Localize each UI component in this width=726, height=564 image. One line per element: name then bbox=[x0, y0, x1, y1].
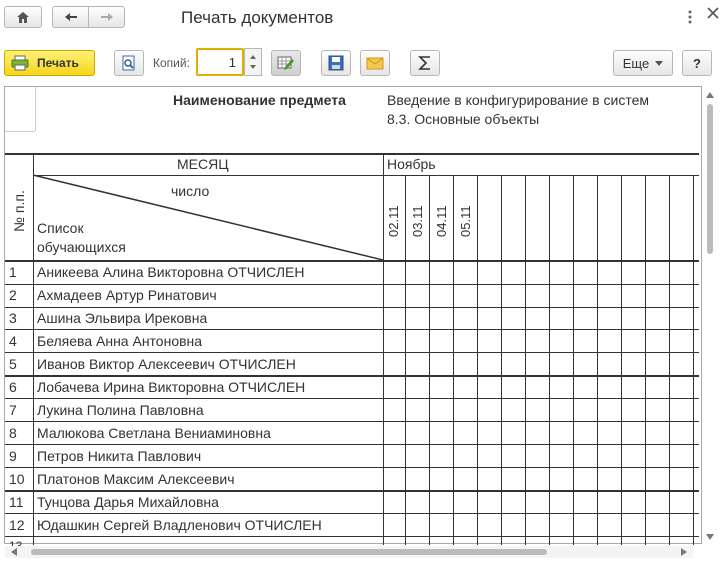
student-name: Тунцова Дарья Михайловна bbox=[37, 494, 219, 510]
floppy-disk-icon bbox=[328, 55, 344, 71]
magnifier-page-icon bbox=[121, 55, 137, 71]
row-number: 1 bbox=[9, 264, 17, 280]
vertical-scrollbar-thumb[interactable] bbox=[707, 104, 713, 254]
edit-button[interactable] bbox=[271, 50, 301, 76]
printer-icon bbox=[11, 55, 29, 71]
row-number: 8 bbox=[9, 425, 17, 441]
number-header: № п.п. bbox=[11, 190, 27, 232]
forward-button[interactable] bbox=[88, 6, 125, 28]
scroll-right-icon[interactable] bbox=[681, 548, 687, 556]
close-icon[interactable] bbox=[706, 6, 722, 22]
row-number: 11 bbox=[9, 494, 24, 510]
student-name: Петров Никита Павлович bbox=[37, 448, 202, 464]
arrow-left-icon bbox=[64, 12, 78, 22]
row-number: 7 bbox=[9, 402, 17, 418]
student-name: Беляева Анна Антоновна bbox=[37, 333, 203, 349]
student-name: Малюкова Светлана Вениаминовна bbox=[37, 425, 271, 441]
envelope-icon bbox=[366, 57, 384, 70]
scroll-up-icon[interactable] bbox=[706, 92, 714, 98]
spreadsheet-document[interactable] bbox=[4, 86, 702, 544]
date-label-0: 02.11 bbox=[386, 205, 401, 237]
window-menu-icon[interactable] bbox=[688, 10, 700, 24]
copies-label: Копий: bbox=[153, 56, 190, 70]
student-name: Ахмадеев Артур Ринатович bbox=[37, 287, 217, 303]
row-number: 12 bbox=[9, 517, 25, 533]
subject-value-line2: 8.3. Основные объекты bbox=[387, 111, 540, 127]
sum-button[interactable] bbox=[410, 50, 440, 76]
row-number: 10 bbox=[9, 471, 25, 487]
row-number: 5 bbox=[9, 356, 17, 372]
scroll-left-icon[interactable] bbox=[11, 548, 17, 556]
email-button[interactable] bbox=[360, 50, 390, 76]
preview-button[interactable] bbox=[114, 50, 144, 76]
more-button-label: Еще bbox=[622, 55, 650, 71]
sigma-icon bbox=[418, 55, 432, 71]
horizontal-scrollbar-track[interactable] bbox=[5, 546, 693, 558]
student-name: Лукина Полина Павловна bbox=[37, 402, 204, 418]
vertical-scrollbar-track[interactable] bbox=[703, 86, 717, 544]
more-button[interactable] bbox=[613, 50, 673, 76]
edit-table-icon bbox=[277, 55, 295, 71]
students-header-line2: обучающихся bbox=[37, 239, 126, 255]
home-button[interactable] bbox=[4, 6, 42, 28]
stepper-arrows-icon bbox=[245, 49, 261, 75]
print-button-label: Печать bbox=[37, 56, 79, 70]
student-name: Юдашкин Сергей Владленович ОТЧИСЛЕН bbox=[37, 517, 322, 533]
month-value: Ноябрь bbox=[387, 156, 436, 172]
subject-label: Наименование предмета bbox=[173, 92, 346, 108]
help-button[interactable] bbox=[682, 50, 712, 76]
home-icon bbox=[16, 11, 30, 24]
copies-input[interactable] bbox=[196, 48, 244, 76]
help-button-label: ? bbox=[693, 55, 701, 71]
date-label-2: 04.11 bbox=[434, 205, 449, 237]
student-name: Иванов Виктор Алексеевич ОТЧИСЛЕН bbox=[37, 356, 296, 372]
date-label-3: 05.11 bbox=[458, 205, 473, 237]
month-header: МЕСЯЦ bbox=[177, 156, 229, 172]
chevron-down-icon bbox=[655, 61, 663, 66]
copies-value: 1 bbox=[228, 55, 236, 70]
save-button[interactable] bbox=[321, 50, 351, 76]
arrow-right-icon bbox=[100, 12, 114, 22]
student-name: Лобачева Ирина Викторовна ОТЧИСЛЕН bbox=[37, 379, 306, 395]
scroll-down-icon[interactable] bbox=[706, 534, 714, 540]
row-number: 3 bbox=[9, 310, 17, 326]
students-header-line1: Список bbox=[37, 220, 84, 236]
row-number: 2 bbox=[9, 287, 17, 303]
date-label-1: 03.11 bbox=[410, 205, 425, 237]
student-name: Ашина Эльвира Ирековна bbox=[37, 310, 208, 326]
student-name: Платонов Максим Алексеевич bbox=[37, 471, 235, 487]
row-number: 6 bbox=[9, 379, 17, 395]
day-header: число bbox=[171, 183, 210, 199]
back-button[interactable] bbox=[52, 6, 89, 28]
horizontal-scrollbar-thumb[interactable] bbox=[31, 549, 547, 555]
window-title: Печать документов bbox=[181, 8, 334, 27]
copies-stepper[interactable] bbox=[244, 48, 262, 76]
print-button[interactable] bbox=[4, 50, 95, 76]
student-name: Аникеева Алина Викторовна ОТЧИСЛЕН bbox=[37, 264, 305, 280]
row-number: 9 bbox=[9, 448, 17, 464]
row-number: 4 bbox=[9, 333, 17, 349]
subject-value-line1: Введение в конфигурирование в систем bbox=[387, 92, 649, 108]
